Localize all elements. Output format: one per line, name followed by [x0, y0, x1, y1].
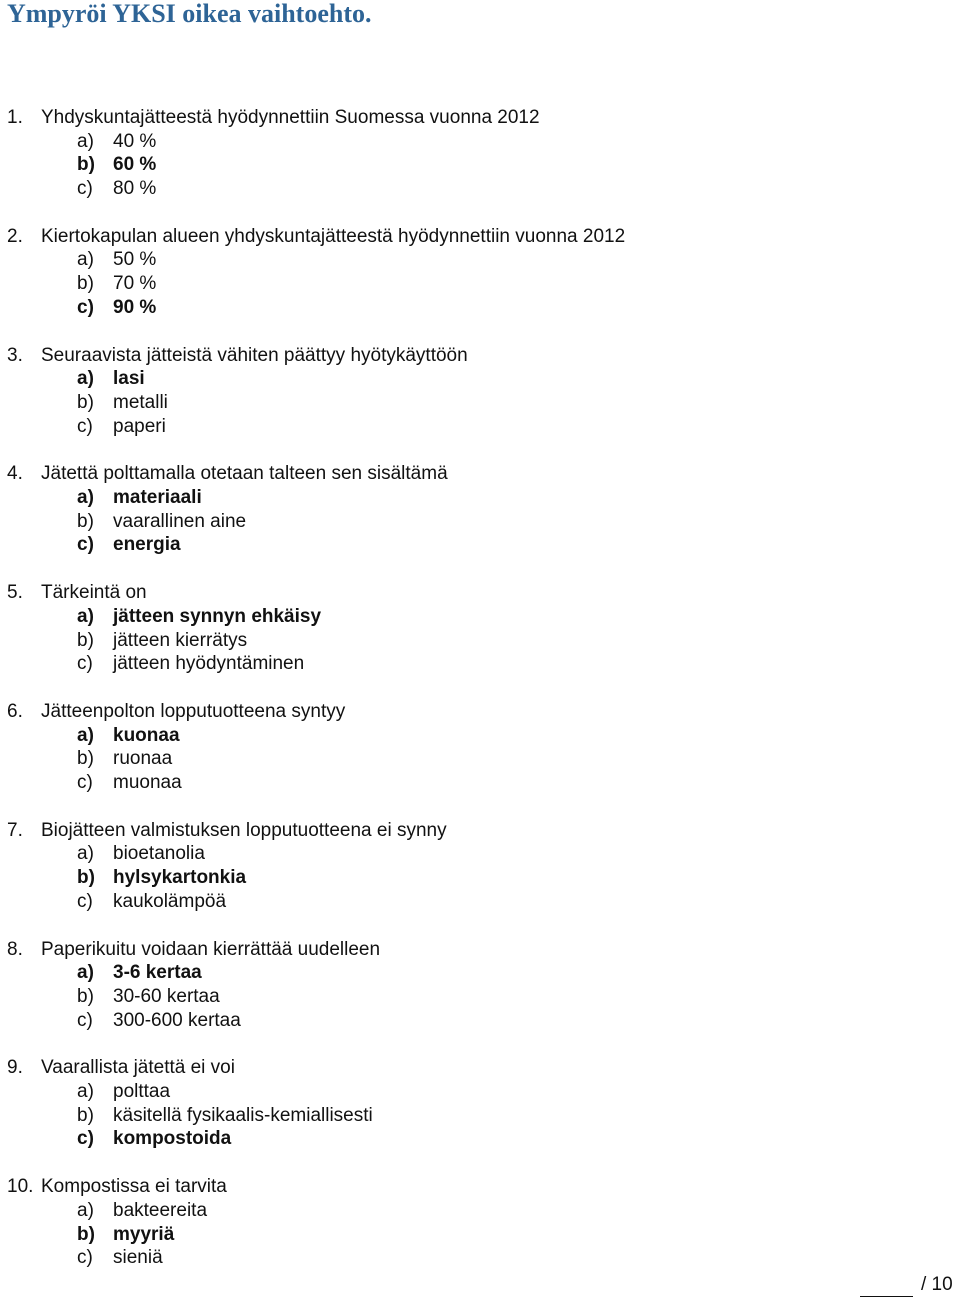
question-item — [0, 1175, 960, 1294]
option-letter: a) — [77, 962, 94, 984]
answer-option[interactable] — [77, 415, 166, 439]
option-text: energia — [113, 534, 181, 556]
option-letter: b) — [77, 154, 95, 176]
answer-option[interactable] — [77, 747, 172, 771]
question-number: 9. — [7, 1057, 23, 1079]
option-text: metalli — [113, 391, 168, 413]
score-box — [860, 1273, 953, 1297]
answer-option[interactable] — [77, 1009, 241, 1033]
option-letter: b) — [77, 629, 94, 651]
option-letter: a) — [77, 130, 94, 152]
question-item — [0, 938, 960, 1057]
answer-option[interactable] — [77, 652, 304, 676]
option-letter: b) — [77, 1223, 95, 1245]
answer-option[interactable] — [77, 272, 156, 296]
option-text: lasi — [113, 368, 145, 390]
option-letter: b) — [77, 1104, 94, 1126]
option-letter: c) — [77, 415, 93, 437]
option-letter: c) — [77, 1009, 93, 1031]
option-letter: c) — [77, 653, 93, 675]
question-number: 8. — [7, 938, 23, 960]
option-text: 40 % — [113, 130, 157, 152]
option-text: 70 % — [113, 273, 157, 295]
answer-option[interactable] — [77, 1104, 373, 1128]
question-text: Tärkeintä on — [41, 582, 147, 604]
answer-option[interactable] — [77, 486, 202, 510]
answer-option[interactable] — [77, 890, 226, 914]
option-letter: a) — [77, 249, 94, 271]
option-text: materiaali — [113, 487, 202, 509]
option-text: kuonaa — [113, 724, 180, 746]
score-blank-line[interactable] — [860, 1276, 913, 1297]
question-number: 5. — [7, 582, 23, 604]
option-text: jätteen hyödyntäminen — [113, 653, 305, 675]
option-letter: b) — [77, 985, 94, 1007]
option-text: kompostoida — [113, 1128, 232, 1150]
question-number: 3. — [7, 344, 23, 366]
question-item — [0, 700, 960, 819]
option-letter: c) — [77, 890, 93, 912]
answer-option[interactable] — [77, 961, 202, 985]
option-text: kaukolämpöä — [113, 890, 227, 912]
answer-option[interactable] — [77, 130, 156, 154]
option-letter: c) — [77, 1247, 93, 1269]
option-letter: a) — [77, 724, 94, 746]
answer-option[interactable] — [77, 1127, 231, 1151]
answer-option[interactable] — [77, 842, 205, 866]
option-text: 50 % — [113, 249, 157, 271]
question-text: Vaarallista jätettä ei voi — [41, 1057, 235, 1079]
answer-option[interactable] — [77, 177, 156, 201]
question-text: Paperikuitu voidaan kierrättää uudelleen — [41, 938, 381, 960]
option-text: 30-60 kertaa — [113, 985, 220, 1007]
question-text: Biojätteen valmistuksen lopputuotteena ei synny — [41, 819, 447, 841]
option-letter: b) — [77, 867, 95, 889]
option-text: myyriä — [113, 1223, 175, 1245]
answer-option[interactable] — [77, 533, 181, 557]
question-item — [0, 106, 960, 225]
answer-option[interactable] — [77, 248, 156, 272]
option-letter: c) — [77, 772, 93, 794]
answer-option[interactable] — [77, 866, 246, 890]
question-item — [0, 581, 960, 700]
option-text: vaarallinen aine — [113, 510, 247, 532]
answer-option[interactable] — [77, 1223, 174, 1247]
option-text: 90 % — [113, 296, 157, 318]
option-letter: a) — [77, 1199, 94, 1221]
option-text: 60 % — [113, 154, 157, 176]
option-letter: c) — [77, 534, 94, 556]
answer-option[interactable] — [77, 296, 156, 320]
option-text: muonaa — [113, 772, 182, 794]
option-letter: b) — [77, 273, 94, 295]
page-title: Ympyröi YKSI oikea vaihtoehto. — [7, 0, 372, 28]
answer-option[interactable] — [77, 391, 168, 415]
question-text: Seuraavista jätteistä vähiten päättyy hyötykäyttöön — [41, 344, 468, 366]
option-text: käsitellä fysikaalis-kemiallisesti — [113, 1104, 373, 1126]
question-text: Jätteenpolton lopputuotteena syntyy — [41, 700, 346, 722]
option-letter: a) — [77, 368, 94, 390]
question-number: 10. — [7, 1176, 34, 1198]
question-text: Yhdyskuntajätteestä hyödynnettiin Suomessa vuonna 2012 — [41, 107, 540, 128]
option-text: jätteen synnyn ehkäisy — [113, 605, 322, 627]
question-item — [0, 344, 960, 463]
question-item — [0, 819, 960, 938]
option-text: 300-600 kertaa — [113, 1009, 241, 1031]
option-letter: b) — [77, 510, 94, 532]
question-number: 6. — [7, 700, 23, 722]
answer-option[interactable] — [77, 1080, 170, 1104]
option-letter: c) — [77, 296, 94, 318]
option-letter: a) — [77, 605, 94, 627]
question-text: Jätettä polttamalla otetaan talteen sen sisältämä — [41, 463, 448, 485]
option-letter: a) — [77, 1081, 94, 1103]
answer-option[interactable] — [77, 367, 145, 391]
question-text: Kompostissa ei tarvita — [41, 1176, 227, 1198]
answer-option[interactable] — [77, 724, 180, 748]
option-letter: c) — [77, 1128, 94, 1150]
question-item — [0, 1056, 960, 1175]
option-letter: b) — [77, 391, 94, 413]
question-number: 4. — [7, 463, 23, 485]
option-text: 3-6 kertaa — [113, 962, 202, 984]
option-text: bioetanolia — [113, 843, 205, 865]
option-text: paperi — [113, 415, 166, 437]
answer-option[interactable] — [77, 153, 156, 177]
option-text: sieniä — [113, 1247, 163, 1269]
answer-option[interactable] — [77, 1246, 163, 1270]
question-item — [0, 225, 960, 344]
option-text: ruonaa — [113, 748, 173, 770]
option-letter: a) — [77, 843, 94, 865]
answer-option[interactable] — [77, 985, 220, 1009]
question-list — [0, 106, 960, 1294]
score-max-label: / 10 — [921, 1274, 953, 1295]
option-text: hylsykartonkia — [113, 867, 247, 889]
question-number: 7. — [7, 819, 23, 841]
answer-option[interactable] — [77, 771, 182, 795]
question-number: 1. — [7, 107, 23, 128]
option-letter: b) — [77, 748, 94, 770]
option-letter: c) — [77, 178, 93, 200]
question-item — [0, 462, 960, 581]
option-text: jätteen kierrätys — [113, 629, 248, 651]
option-text: polttaa — [113, 1081, 171, 1103]
question-number: 2. — [7, 225, 23, 247]
answer-option[interactable] — [77, 629, 247, 653]
option-text: 80 % — [113, 178, 157, 200]
answer-option[interactable] — [77, 1199, 207, 1223]
option-text: bakteereita — [113, 1199, 208, 1221]
option-letter: a) — [77, 487, 94, 509]
answer-option[interactable] — [77, 510, 246, 534]
question-text: Kiertokapulan alueen yhdyskuntajätteestä hyödynnettiin vuonna 2012 — [41, 225, 626, 247]
answer-option[interactable] — [77, 605, 321, 629]
